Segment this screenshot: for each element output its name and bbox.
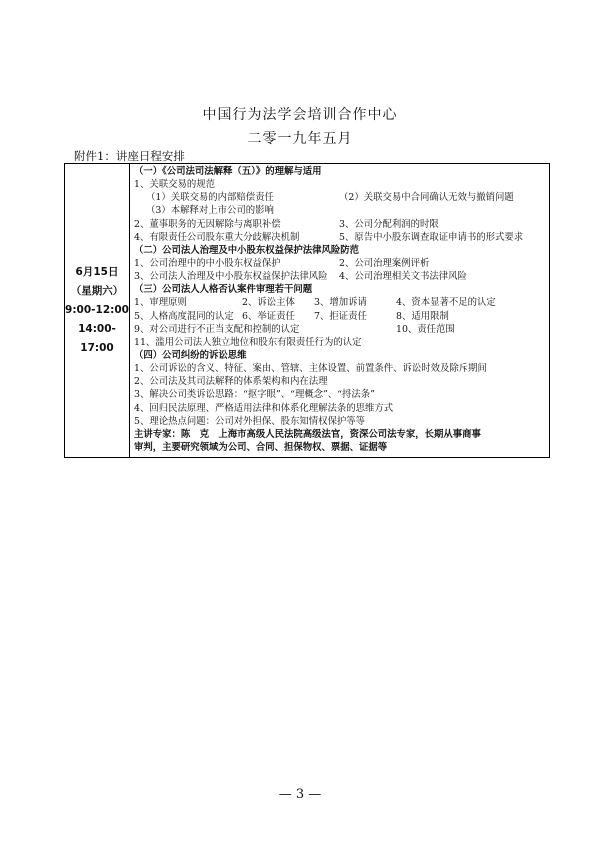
section-2-item: 4、公司治理相关文书法律风险 [339, 271, 467, 283]
section-1-line: 1、关联交易的规范 [134, 179, 215, 191]
schedule-weekday: （星期六） [70, 284, 124, 297]
schedule-time-am: 9:00-12:00 [65, 303, 129, 316]
section-3-item: 4、资本显著不足的认定 [396, 297, 496, 309]
expert-line: 审判，主要研究领域为公司、合同、担保物权、票据、证据等 [134, 442, 388, 454]
section-3-line [134, 310, 547, 323]
section-3-line [134, 296, 547, 309]
section-3-item: 9、对公司进行不正当支配和控制的认定 [134, 323, 300, 335]
section-2-title: （二）公司法人治理及中小股东权益保护法律风险防范 [134, 244, 360, 256]
section-3-item: 1、审理原则 [134, 297, 187, 309]
section-4-line: 2、公司法及其司法解释的体系架构和内在法理 [134, 376, 328, 388]
section-3-item: 6、举证责任 [242, 310, 295, 322]
expert-line: 主讲专家：陈 克 上海市高级人民法院高级法官，资深公司法专家，长期从事商事 [134, 428, 481, 440]
section-2-line [134, 270, 547, 283]
section-3-line: 11、滥用公司法人独立地位和股东有限责任行为的认定 [134, 336, 362, 348]
section-3-item: 8、适用限制 [396, 310, 449, 322]
section-1-item: （1）关联交易的内部赔偿责任 [146, 192, 274, 204]
schedule-time-pm: 14:00-17:00 [78, 322, 116, 354]
organization-title: 中国行为法学会培训合作中心 [202, 107, 398, 123]
section-1-item: 3、公司分配利润的时限 [339, 218, 439, 230]
schedule-day: 6月15日 [75, 265, 119, 278]
section-3-item: 5、人格高度混同的认定 [134, 310, 234, 322]
section-4-line: 4、回归民法原理、严格适用法律和体系化理解法条的思维方式 [134, 402, 394, 414]
section-2-item: 2、公司治理案例评析 [339, 257, 430, 269]
section-2-item: 3、公司法人治理及中小股东权益保护法律风险 [134, 271, 328, 283]
section-3-item: 10、责任范围 [396, 323, 455, 335]
section-4-title: （四）公司纠纷的诉讼思维 [134, 349, 247, 361]
attachment-label: 附件1：讲座日程安排 [74, 149, 185, 163]
section-1-line: （3）本解释对上市公司的影响 [146, 205, 274, 217]
section-1-item: 5、原告中小股东调查取证申请书的形式要求 [339, 231, 524, 243]
section-3-item: 2、诉讼主体 [242, 297, 295, 309]
section-1-item: 2、董事职务的无因解除与离职补偿 [134, 218, 281, 230]
section-1-item: （2）关联交易中合同确认无效与撤销问题 [339, 192, 514, 204]
schedule-table [64, 163, 550, 458]
schedule-content-cell [130, 164, 550, 458]
section-4-line: 1、公司诉讼的含义、特征、案由、管辖、主体设置、前置条件、诉讼时效及除斥期间 [134, 363, 487, 375]
section-4-line: 3、解决公司类诉讼思路：“抠字眼”、“理概念”、“捋法条” [134, 389, 375, 401]
section-1-item: 4、有限责任公司股东重大分歧解决机制 [134, 231, 300, 243]
section-3-item: 7、拒证责任 [314, 310, 367, 322]
document-date: 二零一九年五月 [247, 131, 353, 147]
section-4-line: 5、理论热点问题：公司对外担保、股东知情权保护等等 [134, 415, 365, 427]
section-1-title: （一）《公司法司法解释（五）》的理解与适用 [134, 166, 322, 177]
section-3-line [134, 323, 547, 336]
section-2-line [134, 257, 547, 270]
section-1-line [134, 218, 547, 231]
section-1-line [134, 191, 547, 204]
section-1-line [134, 231, 547, 244]
page-number: — 3 — [278, 787, 322, 802]
section-3-title: （三）公司法人人格否认案件审理若干问题 [134, 284, 313, 296]
section-2-item: 1、公司治理中的中小股东权益保护 [134, 257, 281, 269]
section-3-item: 3、增加诉请 [314, 297, 367, 309]
schedule-time-cell [65, 164, 130, 458]
